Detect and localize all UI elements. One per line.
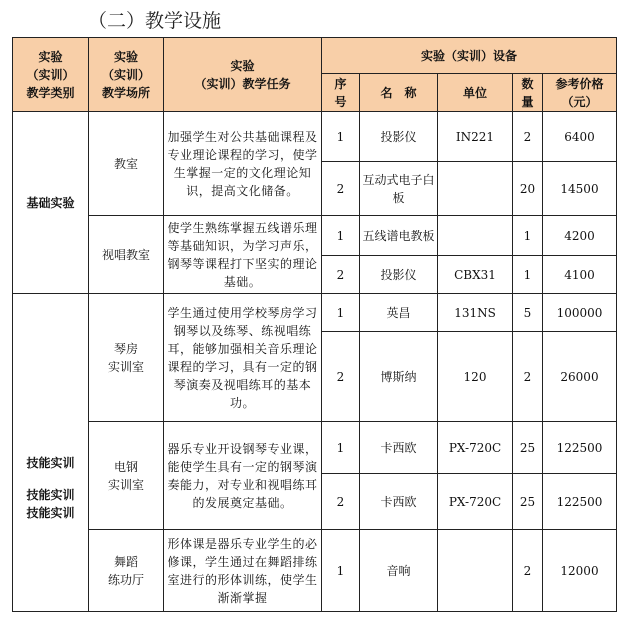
unit-cell: CBX31 [438,256,513,294]
qty-cell: 25 [513,422,543,474]
qty-cell: 2 [513,112,543,162]
header-seq: 序 号 [322,74,360,112]
unit-cell: IN221 [438,112,513,162]
name-cell: 音响 [360,530,438,612]
category-skill: 技能实训 技能实训 技能实训 [13,294,89,612]
table-row [13,216,617,256]
header-equipment: 实验（实训）设备 [322,38,617,74]
qty-cell: 1 [513,256,543,294]
header-venue: 实验 （实训） 教学场所 [89,38,164,112]
header-unit: 单位 [438,74,513,112]
unit-cell [438,216,513,256]
seq-cell: 1 [322,216,360,256]
unit-cell: PX-720C [438,422,513,474]
qty-cell: 2 [513,530,543,612]
price-cell: 14500 [543,162,617,216]
table-row [13,112,617,162]
table-row [13,422,617,474]
header-qty: 数 量 [513,74,543,112]
name-cell: 投影仪 [360,256,438,294]
name-cell: 英昌 [360,294,438,332]
task-classroom: 加强学生对公共基础课程及专业理论课程的学习，使学生掌握一定的文化理论知识，提高文化储备。 [164,112,322,216]
table-row [13,530,617,612]
seq-cell: 2 [322,256,360,294]
facilities-table [12,37,617,612]
seq-cell: 2 [322,474,360,530]
seq-cell: 1 [322,294,360,332]
unit-cell [438,530,513,612]
price-cell: 122500 [543,422,617,474]
name-cell: 投影仪 [360,112,438,162]
name-cell: 互动式电子白板 [360,162,438,216]
task-e-piano: 器乐专业开设钢琴专业课，能使学生具有一定的钢琴演奏能力，对专业和视唱练耳的发展奠定基础。 [164,422,322,530]
price-cell: 26000 [543,332,617,422]
unit-cell: 131NS [438,294,513,332]
unit-cell: 120 [438,332,513,422]
seq-cell: 2 [322,332,360,422]
seq-cell: 1 [322,530,360,612]
qty-cell: 5 [513,294,543,332]
task-dance: 形体课是器乐专业学生的必修课，学生通过在舞蹈排练室进行的形体训练，使学生渐渐掌握 [164,530,322,612]
seq-cell: 2 [322,162,360,216]
unit-cell [438,162,513,216]
name-cell: 卡西欧 [360,474,438,530]
price-cell: 12000 [543,530,617,612]
seq-cell: 1 [322,112,360,162]
venue-classroom: 教室 [89,112,164,216]
name-cell: 卡西欧 [360,422,438,474]
table-row [13,294,617,332]
qty-cell: 2 [513,332,543,422]
price-cell: 122500 [543,474,617,530]
price-cell: 4100 [543,256,617,294]
header-name: 名 称 [360,74,438,112]
price-cell: 4200 [543,216,617,256]
category-basic: 基础实验 [13,112,89,294]
price-cell: 6400 [543,112,617,162]
venue-sight-singing: 视唱教室 [89,216,164,294]
venue-e-piano: 电钢 实训室 [89,422,164,530]
qty-cell: 25 [513,474,543,530]
qty-cell: 1 [513,216,543,256]
header-task: 实验 （实训）教学任务 [164,38,322,112]
unit-cell: PX-720C [438,474,513,530]
header-price: 参考价格 （元） [543,74,617,112]
section-title: （二）教学设施 [88,10,222,32]
name-cell: 博斯纳 [360,332,438,422]
venue-dance: 舞蹈 练功厅 [89,530,164,612]
qty-cell: 20 [513,162,543,216]
seq-cell: 1 [322,422,360,474]
task-piano-room: 学生通过使用学校琴房学习钢琴以及练琴、练视唱练耳，能够加强相关音乐理论课程的学习，具有一定的钢琴演奏及视唱练耳的基本功。 [164,294,322,422]
venue-piano-room: 琴房 实训室 [89,294,164,422]
task-sight-singing: 使学生熟练掌握五线谱乐理等基础知识，为学习声乐，钢琴等课程打下坚实的理论基础。 [164,216,322,294]
price-cell: 100000 [543,294,617,332]
header-category: 实验 （实训） 教学类别 [13,38,89,112]
name-cell: 五线谱电教板 [360,216,438,256]
